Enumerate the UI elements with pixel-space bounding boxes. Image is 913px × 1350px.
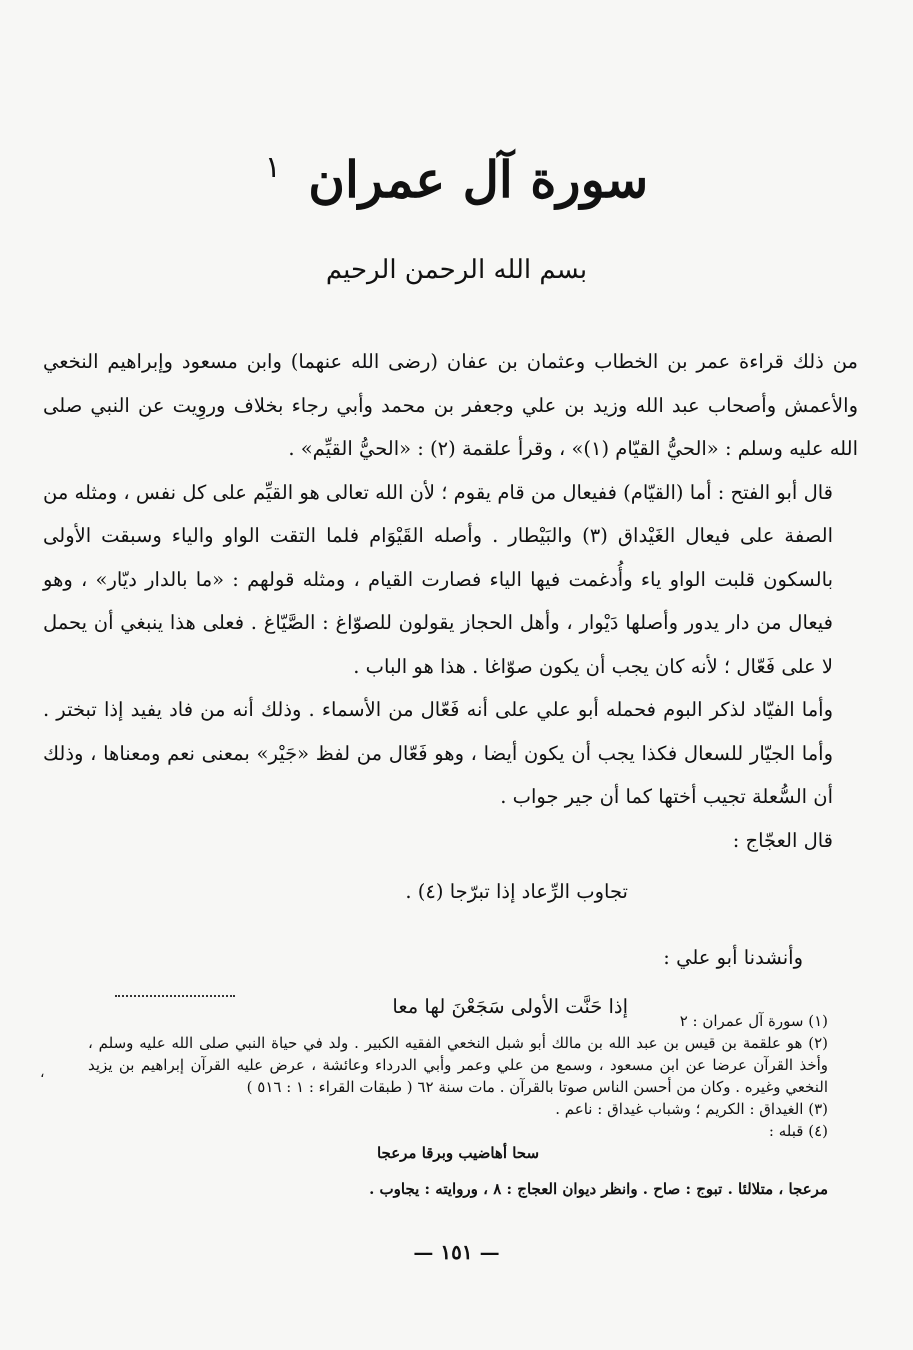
footnote-4-verse: سحا أهاضيب وبرقا مرعجا — [376, 1144, 540, 1162]
verse-line-2: إذا حَنَّت الأولى سَجَعْنَ لها معا — [392, 995, 628, 1018]
paragraph-1: من ذلك قراءة عمر بن الخطاب وعثمان بن عفان (رضى الله عنهما) وابن مسعود وإبراهيم النخعي والأعمش وأصحاب عبد الله وزيد بن علي وجعفر بن محمد وأبي رجاء بخلاف وروِيت عن النبي صلى الله عليه وسلم : «الحيُّ القيّام (١)» ، وقرأ علقمة (٢) : «الحيُّ القيِّم» . — [43, 350, 859, 460]
paragraph-3: وأما الفيّاد لذكر البوم فحمله أبو علي على أنه فَعّال من الأسماء . وذلك أنه من فاد يفيد إذا تبختر . وأما الجيّار للسعال فكذا يجب أن يكون أيضا ، وهو فَعّال من لفظ «جَيْر» بمعنى نعم ومعناها ، وذلك أن السُّعلة تجيب أختها كما أن جير جواب . — [43, 698, 833, 808]
verse-line-1: تجاوب الرِّعاد إذا تبرّجا (٤) . — [405, 880, 628, 903]
poet-label-1: قال العجّاج : — [732, 828, 833, 852]
main-text — [43, 340, 858, 1029]
footnote-2: (٢) هو علقمة بن قيس بن عبد الله بن مالك أبو شبل النخعي الفقيه الكبير . ولد في حياة النبي صلى الله عليه وسلم ، وأخذ القرآن عرضا عن ابن مسعود ، وسمع من علي وعمر وأبي الدرداء وعائشة ، عرض عليه القرآن إبراهيم بن يزيد النخعي وغيره . وكان من أحسن الناس صوتا بالقرآن . مات سنة ٦٢ ( طبقات القراء : ١ : ٥١٦ ) — [88, 1034, 828, 1096]
margin-mark: ، — [40, 1065, 45, 1081]
footnotes — [88, 1010, 828, 1200]
footnote-3: (٣) الغيداق : الكريم ؛ وشباب غيداق : ناعم . — [555, 1100, 828, 1118]
paragraph-2: قال أبو الفتح : أما (القيّام) ففيعال من قام يقوم ؛ لأن الله تعالى هو القيِّم على كل نفس ، ومثله من الصفة على فيعال الغَيْداق (٣) والبَيْطار . وأصله القَيْوَام فلما التقت الواو والياء وسبقت الأولى بالسكون قلبت الواو ياء وأُدغمت فيها الياء فصارت القيام ، ومثله قولهم : «ما بالدار ديّار» ، وهو فيعال من دار يدور وأصلها دَيْوار ، وأهل الحجاز يقولون للصوّاغ : الصَّيّاغ . فعلى هذا ينبغي أن يحمل لا على فَعّال ؛ لأنه كان يجب أن يكون صوّاغا . هذا هو الباب . — [43, 480, 833, 678]
footnote-4: (٤) قبله : — [768, 1122, 828, 1140]
title-footnote-ref: ١ — [264, 150, 281, 185]
footnote-1: (١) سورة آل عمران : ٢ — [679, 1012, 828, 1030]
footnote-separator — [115, 995, 235, 997]
footnote-4-rest: مرعجا ، متلالئا . تبوج : صاح . وانظر ديوان العجاج : ٨ ، وروايته : يجاوب . — [369, 1180, 828, 1198]
surah-title — [0, 150, 913, 209]
poet-label-2: وأنشدنا أبو علي : — [663, 945, 803, 969]
page-number: — ١٥١ — — [413, 1240, 500, 1264]
surah-title-text: سورة آل عمران — [308, 150, 649, 209]
basmala: بسم الله الرحمن الرحيم — [325, 255, 588, 285]
